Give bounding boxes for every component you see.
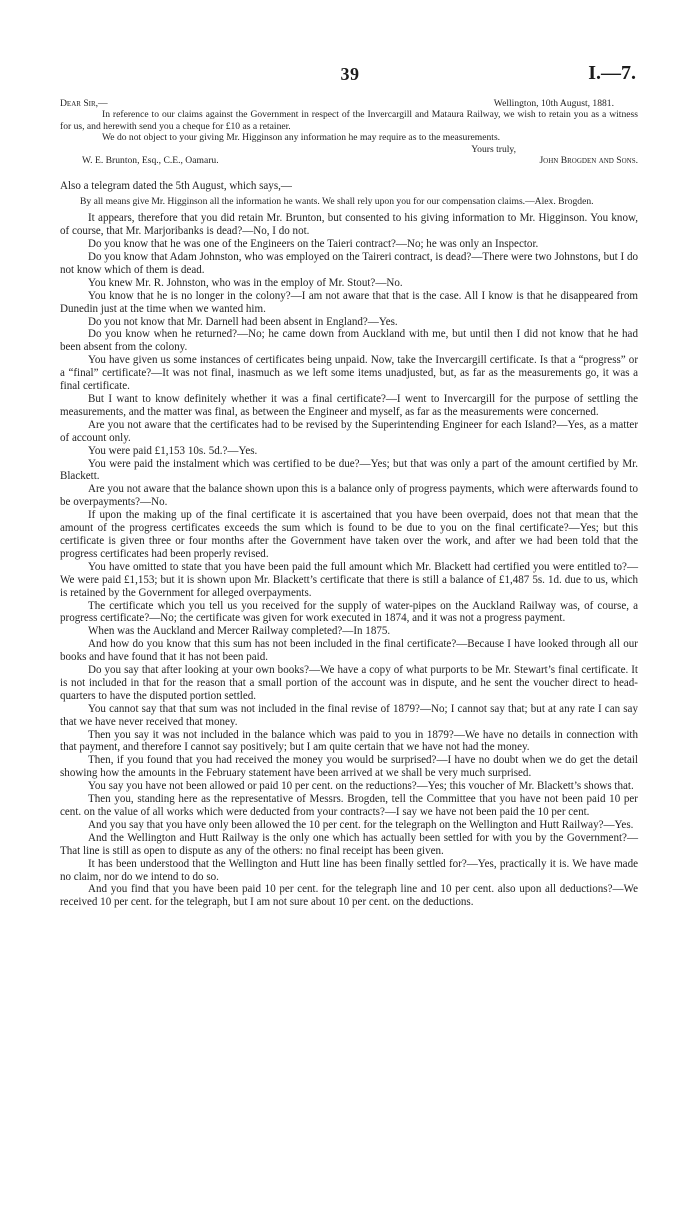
- testimony-paragraph: Then you, standing here as the representative of Messrs. Brogden, tell the Committee that you have not been paid 10 per cent. on the value of all works which were deducted from your contracts?—I say we have not been paid the 10 per cent.: [60, 793, 638, 818]
- testimony-paragraph: Then you say it was not included in the balance which was paid to you in 1879?—We have no details in connection with that payment, and therefore I cannot say positively; but I am quite certain that we have not had the money.: [60, 728, 638, 754]
- telegram-quote: By all means give Mr. Higginson all the information he wants. We shall rely upon you for our compensation claims.—Alex. Brogden.: [80, 195, 594, 207]
- question-answer-list: [60, 212, 638, 909]
- testimony-paragraph: It appears, therefore that you did retain Mr. Brunton, but consented to his giving information to Mr. Higginson. You know, of course, that Mr. Marjoribanks is dead?—No, I do not.: [60, 212, 638, 238]
- testimony-paragraph: You were paid the instalment which was certified to be due?—Yes; but that was only a part of the amount certified by Mr. Blackett.: [60, 457, 638, 483]
- testimony-paragraph: You were paid £1,153 10s. 5d.?—Yes.: [88, 444, 258, 457]
- testimony-paragraph: But I want to know definitely whether it was a final certificate?—I went to Invercargill for the purpose of settling the measurements, and the matter was final, as between the Engineer and myself, as far as the measurements were concerned.: [60, 393, 638, 418]
- testimony-paragraph: And you say that you have only been allowed the 10 per cent. for the telegraph on the Wellington and Hutt Railway?—Yes.: [88, 818, 634, 831]
- testimony-paragraph: It has been understood that the Wellington and Hutt line has been finally settled for?—Yes, practically it is. We have made no claim, nor do we intend to do so.: [60, 857, 638, 883]
- letter-heading-row: [60, 98, 638, 109]
- testimony-paragraph: You have omitted to state that you have been paid the full amount which Mr. Blackett had certified you were entitled to?—We were paid £1,153; but it is shown upon Mr. Blackett’s certificate that there is still a balance of £1,487 5s. 1d. due to us, which is retained by the Government for alleged overpayments.: [60, 560, 638, 599]
- testimony-paragraph: You knew Mr. R. Johnston, who was in the employ of Mr. Stout?—No.: [88, 276, 403, 289]
- letter-salutation: Dear Sir,—: [60, 98, 108, 109]
- testimony-paragraph: And how do you know that this sum has not been included in the final certificate?—Because I have looked through all our books and have found that it has not been paid.: [60, 638, 638, 664]
- letter-place-date: Wellington, 10th August, 1881.: [493, 98, 614, 109]
- letter-paragraph-2: We do not object to your giving Mr. Higginson any information he may require as to the measurements.: [102, 132, 501, 144]
- testimony-paragraph: If upon the making up of the final certificate it is ascertained that you have been overpaid, does not that mean that the amount of the progress certificates exceeds the sum which is found to be due to you on the final certificate?—Yes; but this certificate is given three or four months after the Government have taken over the work, and after we had been told that the progress certificates had been properly revised.: [60, 509, 638, 560]
- letter-signatory: John Brogden and Sons.: [539, 155, 638, 167]
- testimony-paragraph: And you find that you have been paid 10 per cent. for the telegraph line and 10 per cent. also upon all deductions?—We received 10 per cent. for the telegraph, but I am not sure about 10 per cent. on the deductions.: [60, 883, 638, 909]
- testimony-paragraph: When was the Auckland and Mercer Railway completed?—In 1875.: [88, 625, 391, 638]
- testimony-paragraph: The certificate which you tell us you received for the supply of water-pipes on the Auckland Railway was, of course, a progress certificate?—No; the certificate was given for work executed in 1874, and it was not a progress payment.: [60, 599, 638, 625]
- testimony-paragraph: Do you know that Adam Johnston, who was employed on the Taireri contract, is dead?—There were two Johnstons, but I do not know which of them is dead.: [60, 251, 638, 276]
- testimony-body: [60, 180, 638, 909]
- testimony-paragraph: Then, if you found that you had received the money you would be surprised?—I have no doubt when we do get the detail showing how the amounts in the February statement have been arrived at we shall be very much surprised.: [60, 754, 638, 780]
- testimony-paragraph: Do you know that he was one of the Engineers on the Taieri contract?—No; he was only an Inspector.: [88, 238, 539, 251]
- testimony-paragraph: Do you not know that Mr. Darnell had been absent in England?—Yes.: [88, 315, 398, 328]
- testimony-paragraph: Are you not aware that the balance shown upon this is a balance only of progress payments, which were afterwards found to be overpayments?—No.: [60, 483, 638, 509]
- testimony-paragraph: Do you say that after looking at your own books?—We have a copy of what purports to be Mr. Stewart’s final certificate. It is not included in that for the reason that a small portion of the account was in dispute, and he sent the voucher direct to head-quarters to have the disputed portion settled.: [60, 664, 638, 702]
- letter-block: [60, 98, 638, 166]
- testimony-paragraph: You have given us some instances of certificates being unpaid. Now, take the Invercargill certificate. Is that a “progress” or a “final” certificate?—It was not final, inasmuch as we left some items unadjusted, but, as far as the measurements go, it was a final certificate.: [60, 354, 638, 393]
- testimony-paragraph: You say you have not been allowed or paid 10 per cent. on the reductions?—Yes; this voucher of Mr. Blackett’s shows that.: [88, 780, 634, 793]
- letter-addressee: W. E. Brunton, Esq., C.E., Oamaru.: [82, 155, 219, 167]
- document-reference: I.—7.: [588, 62, 636, 84]
- letter-signature-row: [60, 155, 638, 166]
- testimony-paragraph: Are you not aware that the certificates had to be revised by the Superintending Engineer for each Island?—Yes, as a matter of account only.: [60, 418, 638, 444]
- testimony-paragraph: You know that he is no longer in the colony?—I am not aware that that is the case. All I know is that he disappeared from Dunedin just at the time when we wanted him.: [60, 289, 638, 315]
- page-number: 39: [340, 64, 360, 84]
- letter-closing: Yours truly,: [471, 143, 516, 155]
- testimony-paragraph: And the Wellington and Hutt Railway is the only one which has actually been settled for with you by the Government?—That line is still as open to dispute as any of the others: no final receipt has been given.: [60, 831, 638, 857]
- testimony-paragraph: You cannot say that that sum was not included in the final revise of 1879?—No; I cannot say that; but at any rate I can say that we have never received that money.: [60, 702, 638, 728]
- testimony-paragraph: Do you know when he returned?—No; he came down from Auckland with me, but until then I did not know that he had been absent from the colony.: [60, 328, 638, 354]
- letter-paragraph-1: In reference to our claims against the Government in respect of the Invercargill and Mataura Railway, we wish to retain you as a witness for us, and herewith send you a cheque for £10 as a retainer.: [60, 109, 638, 132]
- intro-line: Also a telegram dated the 5th August, which says,—: [60, 180, 292, 192]
